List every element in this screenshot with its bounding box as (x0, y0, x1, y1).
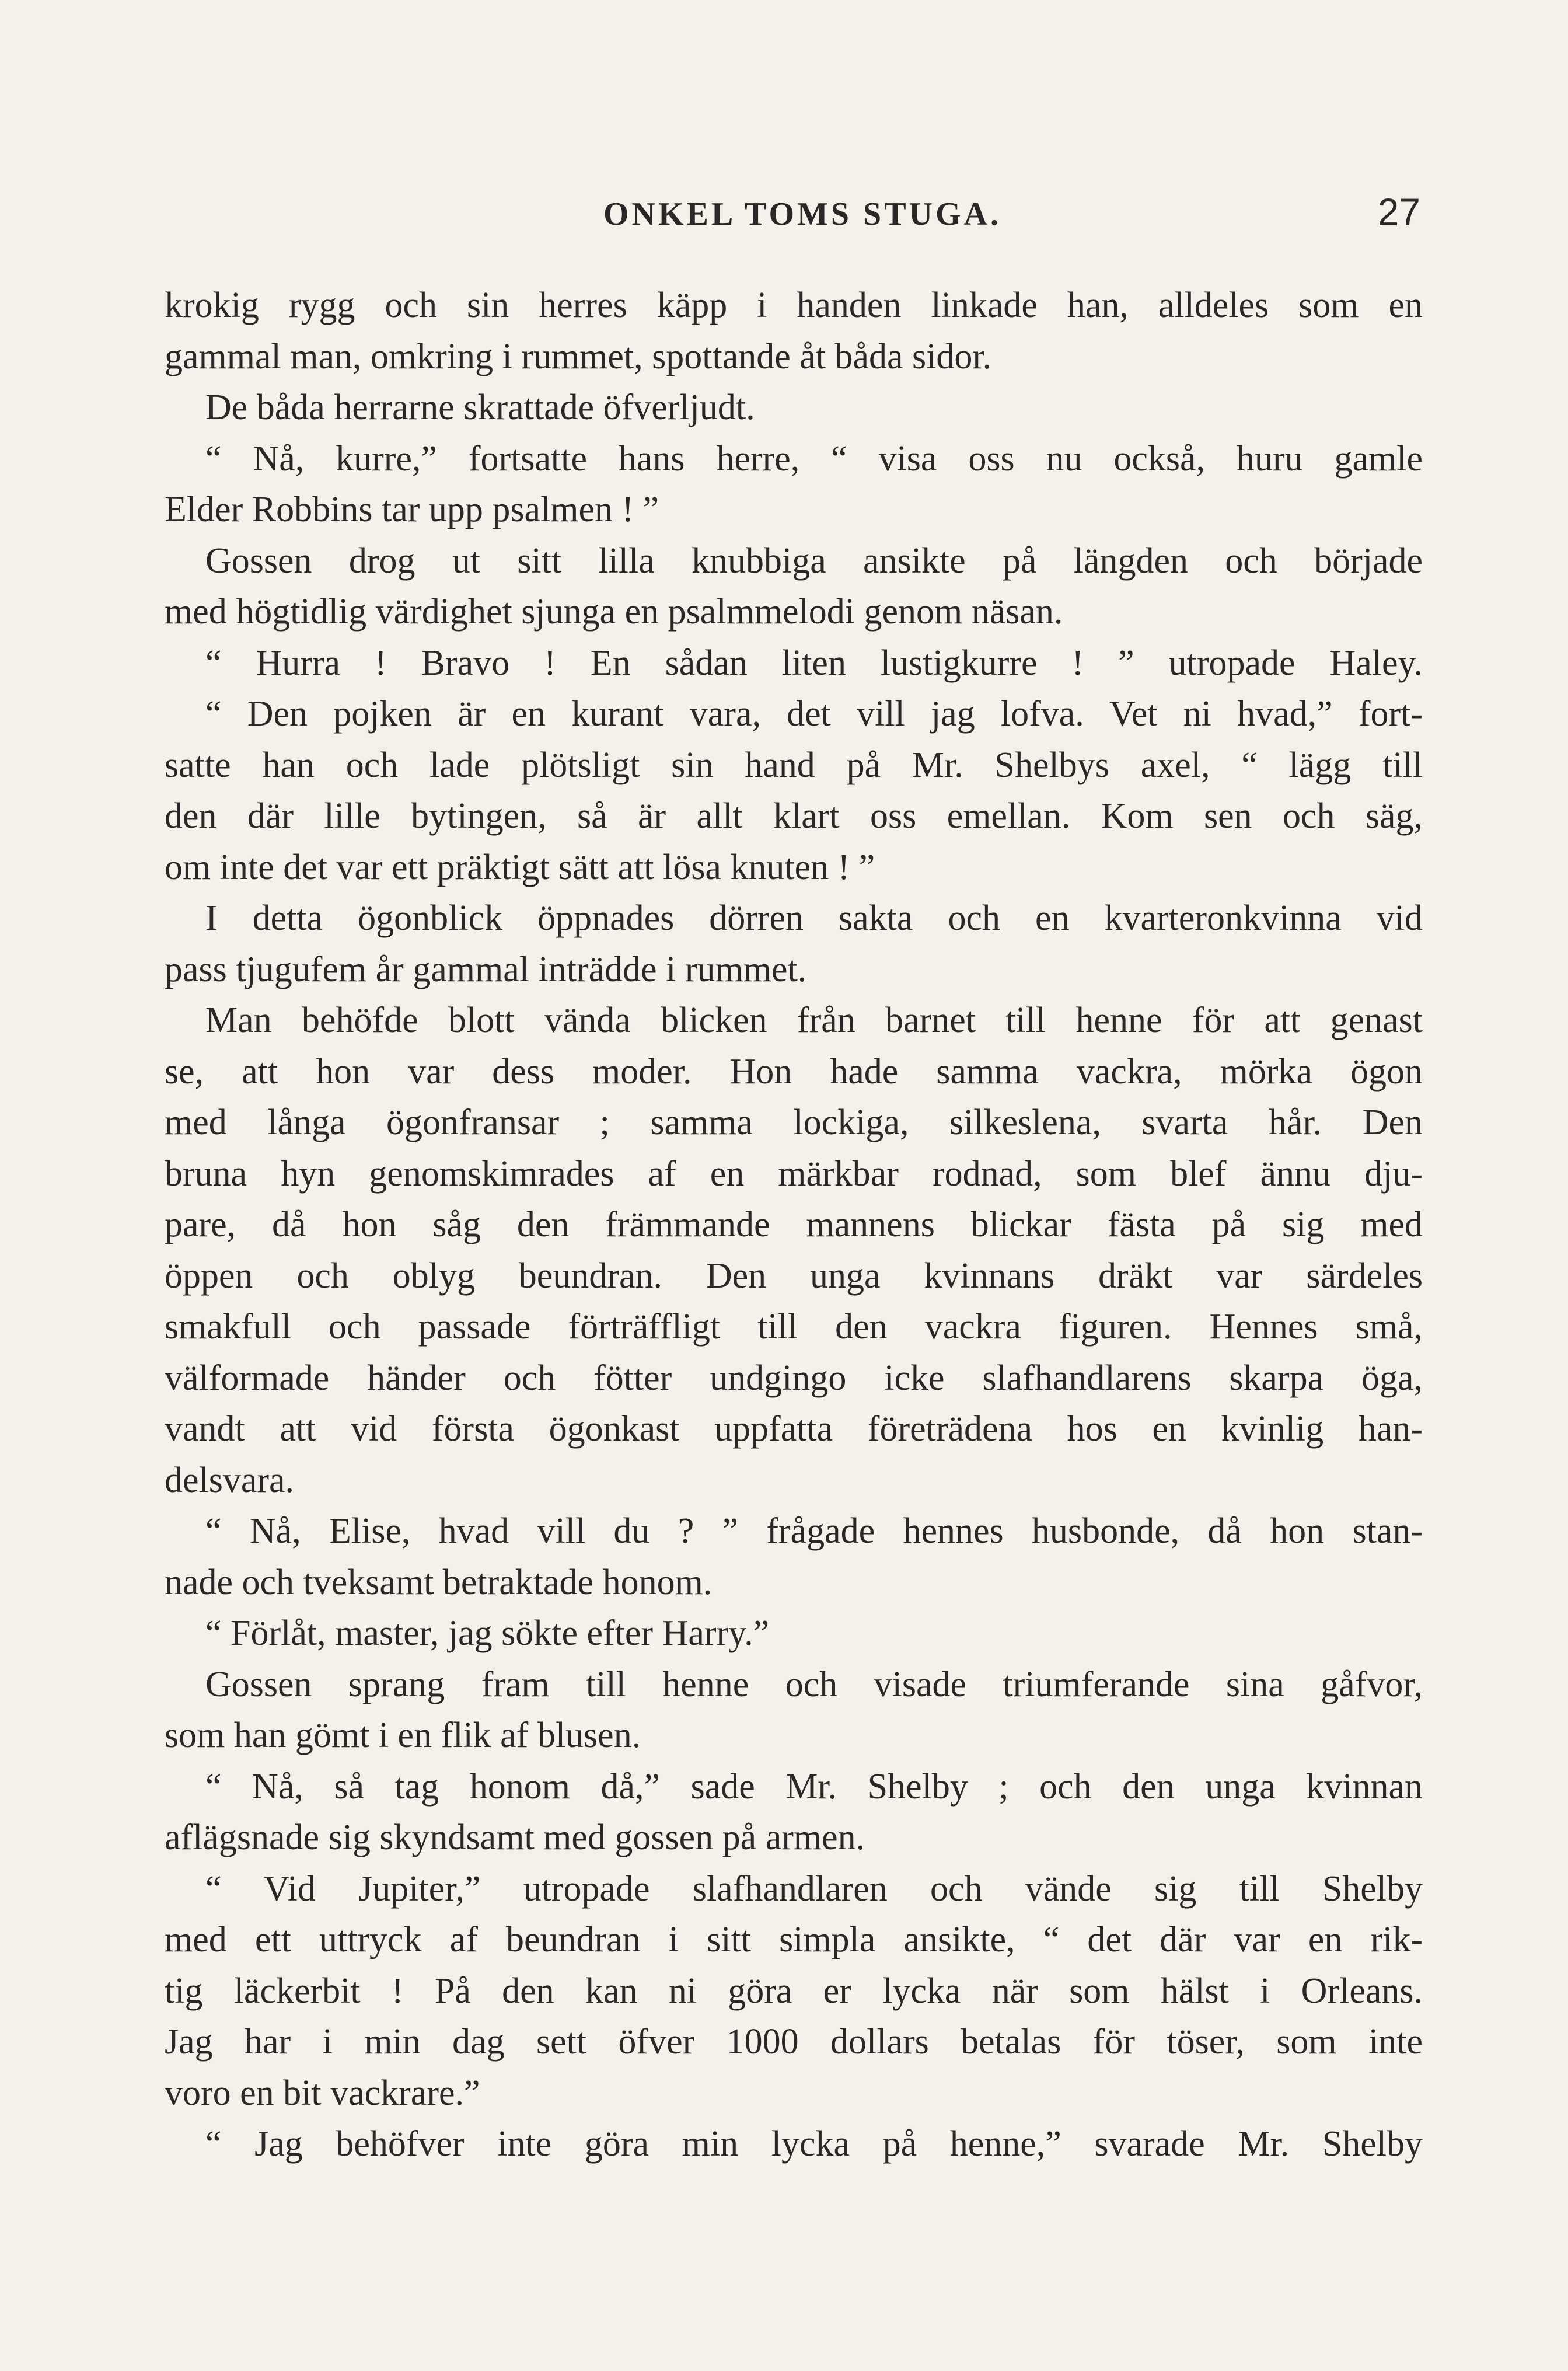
body-text (165, 280, 1423, 2170)
text-line: nade och tveksamt betraktade honom. (165, 1562, 713, 1602)
text-line: tig läckerbit ! På den kan ni göra er lycka när som hälst i Orleans. (165, 1971, 1423, 2011)
text-line: välformade händer och fötter undgingo icke slafhandlarens skarpa öga, (165, 1358, 1423, 1398)
text-line: som han gömt i en flik af blusen. (165, 1716, 641, 1755)
text-line: “ Hurra ! Bravo ! En sådan liten lustigkurre ! ” utropade Haley. (205, 643, 1423, 683)
text-line: smakfull och passade förträffligt till den vackra figuren. Hennes små, (165, 1307, 1423, 1347)
text-line: “ Den pojken är en kurant vara, det vill jag lofva. Vet ni hvad,” fort- (205, 694, 1423, 734)
text-line: om inte det var ett präktigt sätt att lösa knuten ! ” (165, 847, 875, 887)
text-line: voro en bit vackrare.” (165, 2073, 480, 2113)
text-line: satte han och lade plötsligt sin hand på Mr. Shelbys axel, “ lägg till (165, 745, 1423, 785)
text-line: “ Jag behöfver inte göra min lycka på henne,” svarade Mr. Shelby (205, 2124, 1423, 2164)
text-line: “ Vid Jupiter,” utropade slafhandlaren och vände sig till Shelby (205, 1868, 1423, 1909)
text-line: Gossen drog ut sitt lilla knubbiga ansikte på längden och började (205, 541, 1423, 581)
text-line: “ Nå, Elise, hvad vill du ? ” frågade hennes husbonde, då hon stan- (205, 1511, 1423, 1551)
text-line: pass tjugufem år gammal inträdde i rummet. (165, 949, 807, 989)
text-line: I detta ögonblick öppnades dörren sakta och en kvarteronkvinna vid (205, 898, 1423, 938)
text-line: krokig rygg och sin herres käpp i handen linkade han, alldeles som en (165, 285, 1423, 325)
running-title: ONKEL TOMS STUGA. (603, 196, 1001, 232)
text-line: med långa ögonfransar ; samma lockiga, silkeslena, svarta hår. Den (165, 1103, 1423, 1142)
text-line: gammal man, omkring i rummet, spottande åt båda sidor. (165, 336, 992, 376)
text-line: med högtidlig värdighet sjunga en psalmmelodi genom näsan. (165, 592, 1063, 632)
text-line: den där lille bytingen, så är allt klart oss emellan. Kom sen och säg, (165, 796, 1423, 836)
text-line: “ Nå, så tag honom då,” sade Mr. Shelby ; och den unga kvinnan (205, 1766, 1423, 1807)
text-line: De båda herrarne skrattade öfverljudt. (205, 388, 755, 427)
text-line: vandt att vid första ögonkast uppfatta företrädena hos en kvinlig han- (165, 1409, 1423, 1449)
text-line: Elder Robbins tar upp psalmen ! ” (165, 490, 659, 529)
page-header (175, 190, 1430, 242)
text-line: öppen och oblyg beundran. Den unga kvinnans dräkt var särdeles (165, 1256, 1423, 1296)
text-line: “ Förlåt, master, jag sökte efter Harry.” (205, 1613, 770, 1653)
text-line: “ Nå, kurre,” fortsatte hans herre, “ visa oss nu också, huru gamle (205, 438, 1423, 479)
text-line: se, att hon var dess moder. Hon hade samma vackra, mörka ögon (165, 1051, 1423, 1092)
text-line: aflägsnade sig skyndsamt med gossen på armen. (165, 1818, 865, 1857)
text-line: Man behöfde blott vända blicken från barnet till henne för att genast (205, 1000, 1423, 1040)
page-number: 27 (1377, 190, 1420, 233)
text-line: Jag har i min dag sett öfver 1000 dollars betalas för töser, som inte (165, 2022, 1423, 2062)
text-line: pare, då hon såg den främmande mannens blickar fästa på sig med (165, 1205, 1423, 1244)
text-line: bruna hyn genomskimrades af en märkbar rodnad, som blef ännu dju- (165, 1153, 1423, 1194)
text-line: med ett uttryck af beundran i sitt simpla ansikte, “ det där var en rik- (165, 1920, 1423, 1959)
text-line: delsvara. (165, 1460, 295, 1500)
text-line: Gossen sprang fram till henne och visade triumferande sina gåfvor, (205, 1664, 1423, 1704)
